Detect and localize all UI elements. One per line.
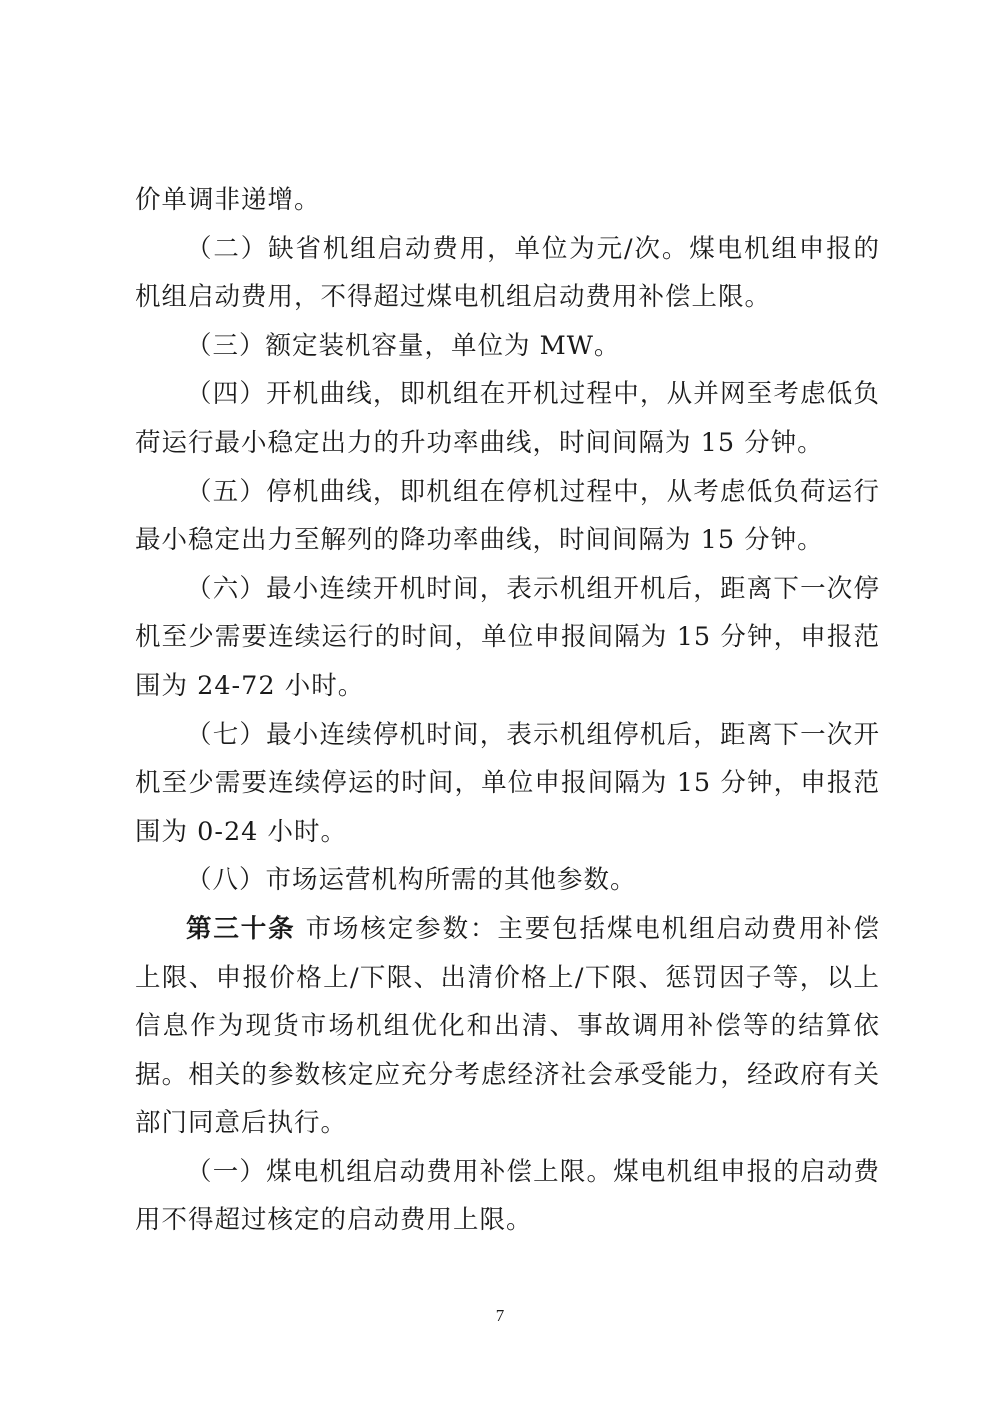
paragraph-text: （一）煤电机组启动费用补偿上限。煤电机组申报的启动费用不得超过核定的启动费用上限。 — [135, 1156, 880, 1236]
paragraph-item-1 — [135, 1148, 880, 1245]
paragraph-text: （三）额定装机容量，单位为 MW。 — [186, 330, 621, 361]
paragraph-text: （八）市场运营机构所需的其他参数。 — [186, 865, 637, 896]
page-number: 7 — [495, 1306, 505, 1325]
paragraph-item-7 — [135, 711, 880, 857]
paragraph-text: （六）最小连续开机时间，表示机组开机后，距离下一次停机至少需要连续运行的时间，单位申报间隔为 15 分钟，申报范围为 24-72 小时。 — [135, 573, 880, 701]
paragraph-item-4 — [135, 370, 880, 467]
paragraph-text: （二）缺省机组启动费用，单位为元/次。煤电机组申报的机组启动费用，不得超过煤电机组启动费用补偿上限。 — [135, 233, 880, 313]
article-30 — [135, 905, 880, 1148]
paragraph-item-2 — [135, 225, 880, 322]
paragraph-item-8 — [135, 856, 880, 905]
article-heading: 第三十条 — [186, 913, 296, 944]
paragraph-continuation — [135, 176, 880, 225]
paragraph-item-3 — [135, 322, 880, 371]
paragraph-text: （七）最小连续停机时间，表示机组停机后，距离下一次开机至少需要连续停运的时间，单位申报间隔为 15 分钟，申报范围为 0-24 小时。 — [135, 719, 880, 847]
paragraph-text: 市场核定参数：主要包括煤电机组启动费用补偿上限、申报价格上/下限、出清价格上/下限、惩罚因子等，以上信息作为现货市场机组优化和出清、事故调用补偿等的结算依据。相关的参数核定应充分考虑经济社会承受能力，经政府有关部门同意后执行。 — [135, 913, 880, 1139]
body-text — [135, 176, 880, 1245]
paragraph-text: 价单调非递增。 — [135, 185, 321, 215]
paragraph-item-6 — [135, 565, 880, 711]
paragraph-item-5 — [135, 468, 880, 565]
paragraph-text: （五）停机曲线，即机组在停机过程中，从考虑低负荷运行最小稳定出力至解列的降功率曲线，时间间隔为 15 分钟。 — [135, 476, 880, 556]
paragraph-text: （四）开机曲线，即机组在开机过程中，从并网至考虑低负荷运行最小稳定出力的升功率曲线，时间间隔为 15 分钟。 — [135, 379, 880, 458]
